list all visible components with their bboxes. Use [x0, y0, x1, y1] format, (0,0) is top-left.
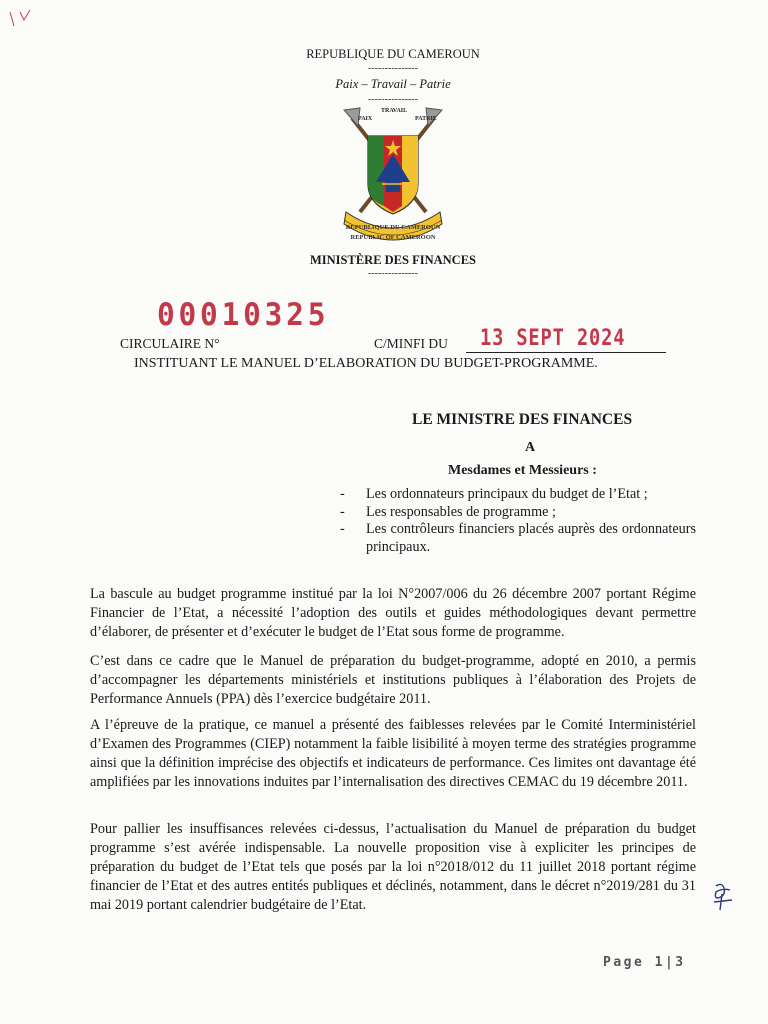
body-paragraph: A l’épreuve de la pratique, ce manuel a présenté des faiblesses relevées par le Comité Interministériel d’Examen des Programmes (CIEP) notamment la faible lisibilité à moyen terme des stratégies programme ainsi que la définition imprécise des objectifs et indicateurs de performance. Ces limites ont davantage été amplifiées par les innovations induites par l’internalisation des directives CEMAC du 19 décembre 2011.: [90, 717, 696, 790]
body-paragraph: Pour pallier les insuffisances relevées ci-dessus, l’actualisation du Manuel de préparation du budget programme s’est avérée indispensable. La nouvelle proposition vise à expliciter les principes de préparation du budget de l’Etat tels que posés par la loi n°2018/012 du 11 juillet 2018 portant régime financier de l’Etat et des autres entités publiques et déclinés, notamment, dans le décret n°2019/281 du 31 mai 2019 portant calendrier budgétaire de l’Etat.: [90, 821, 696, 913]
recipient-text: Les ordonnateurs principaux du budget de l’Etat ;: [366, 486, 648, 502]
body-paragraph: La bascule au budget programme institué par la loi N°2007/006 du 26 décembre 2007 portant Régime Financier de l’Etat, a nécessité l’adoption des outils et guides méthodologiques devant permettre d’élaborer, de présenter et d’exécuter le budget de l’Etat sous forme de programme.: [90, 586, 696, 640]
date-line: [466, 352, 666, 353]
circular-number-stamp: 00010325: [157, 297, 330, 333]
coa-banner-line1: REPUBLIQUE DU CAMEROUN: [345, 224, 441, 231]
circular-suffix: C/MINFI DU: [374, 336, 448, 351]
header-separator: ---------------: [368, 94, 418, 105]
coa-banner-line2: REPUBLIC OF CAMEROON: [350, 234, 436, 241]
addressed-to: A: [525, 440, 536, 455]
bullet: -: [340, 503, 345, 520]
bullet: -: [340, 521, 345, 537]
circular-label: CIRCULAIRE N°: [120, 336, 220, 351]
coat-of-arms: [338, 104, 448, 246]
header-separator: ---------------: [368, 63, 418, 74]
header-separator: ---------------: [368, 268, 418, 279]
republic-name: REPUBLIQUE DU CAMEROUN: [306, 47, 480, 61]
coa-label: TRAVAIL: [381, 108, 408, 114]
salutation: Mesdames et Messieurs :: [448, 463, 597, 478]
list-item: [340, 504, 696, 522]
date-stamp: 13 SEPT 2024: [480, 326, 626, 351]
national-motto: Paix – Travail – Patrie: [335, 77, 451, 91]
recipient-text: Les contrôleurs financiers placés auprès des ordonnateurs principaux.: [366, 521, 696, 555]
recipient-text: Les responsables de programme ;: [366, 503, 556, 520]
ministry-name: MINISTÈRE DES FINANCES: [309, 253, 476, 267]
list-item: [340, 521, 696, 556]
bullet: -: [340, 486, 345, 502]
body-paragraph: C’est dans ce cadre que le Manuel de préparation du budget-programme, adopté en 2010, a permis d’accompagner les départements ministériels et institutions publiques à l’élaboration des Projets de Performance Annuels (PPA) dès l’exercice budgétaire 2011.: [90, 653, 696, 707]
recipient-list: [340, 486, 696, 556]
circular-subject: INSTITUANT LE MANUEL D’ELABORATION DU BUDGET-PROGRAMME.: [134, 356, 598, 371]
page-number: Page 1|3: [603, 955, 686, 970]
minister-title: LE MINISTRE DES FINANCES: [412, 411, 633, 428]
coa-label: PATRIE: [415, 116, 437, 122]
shield-icon: [368, 136, 418, 214]
scan-mark-icon: [6, 8, 36, 32]
coa-label: PAIX: [358, 116, 373, 122]
handwritten-initials-icon: [708, 880, 738, 914]
list-item: [340, 486, 696, 504]
